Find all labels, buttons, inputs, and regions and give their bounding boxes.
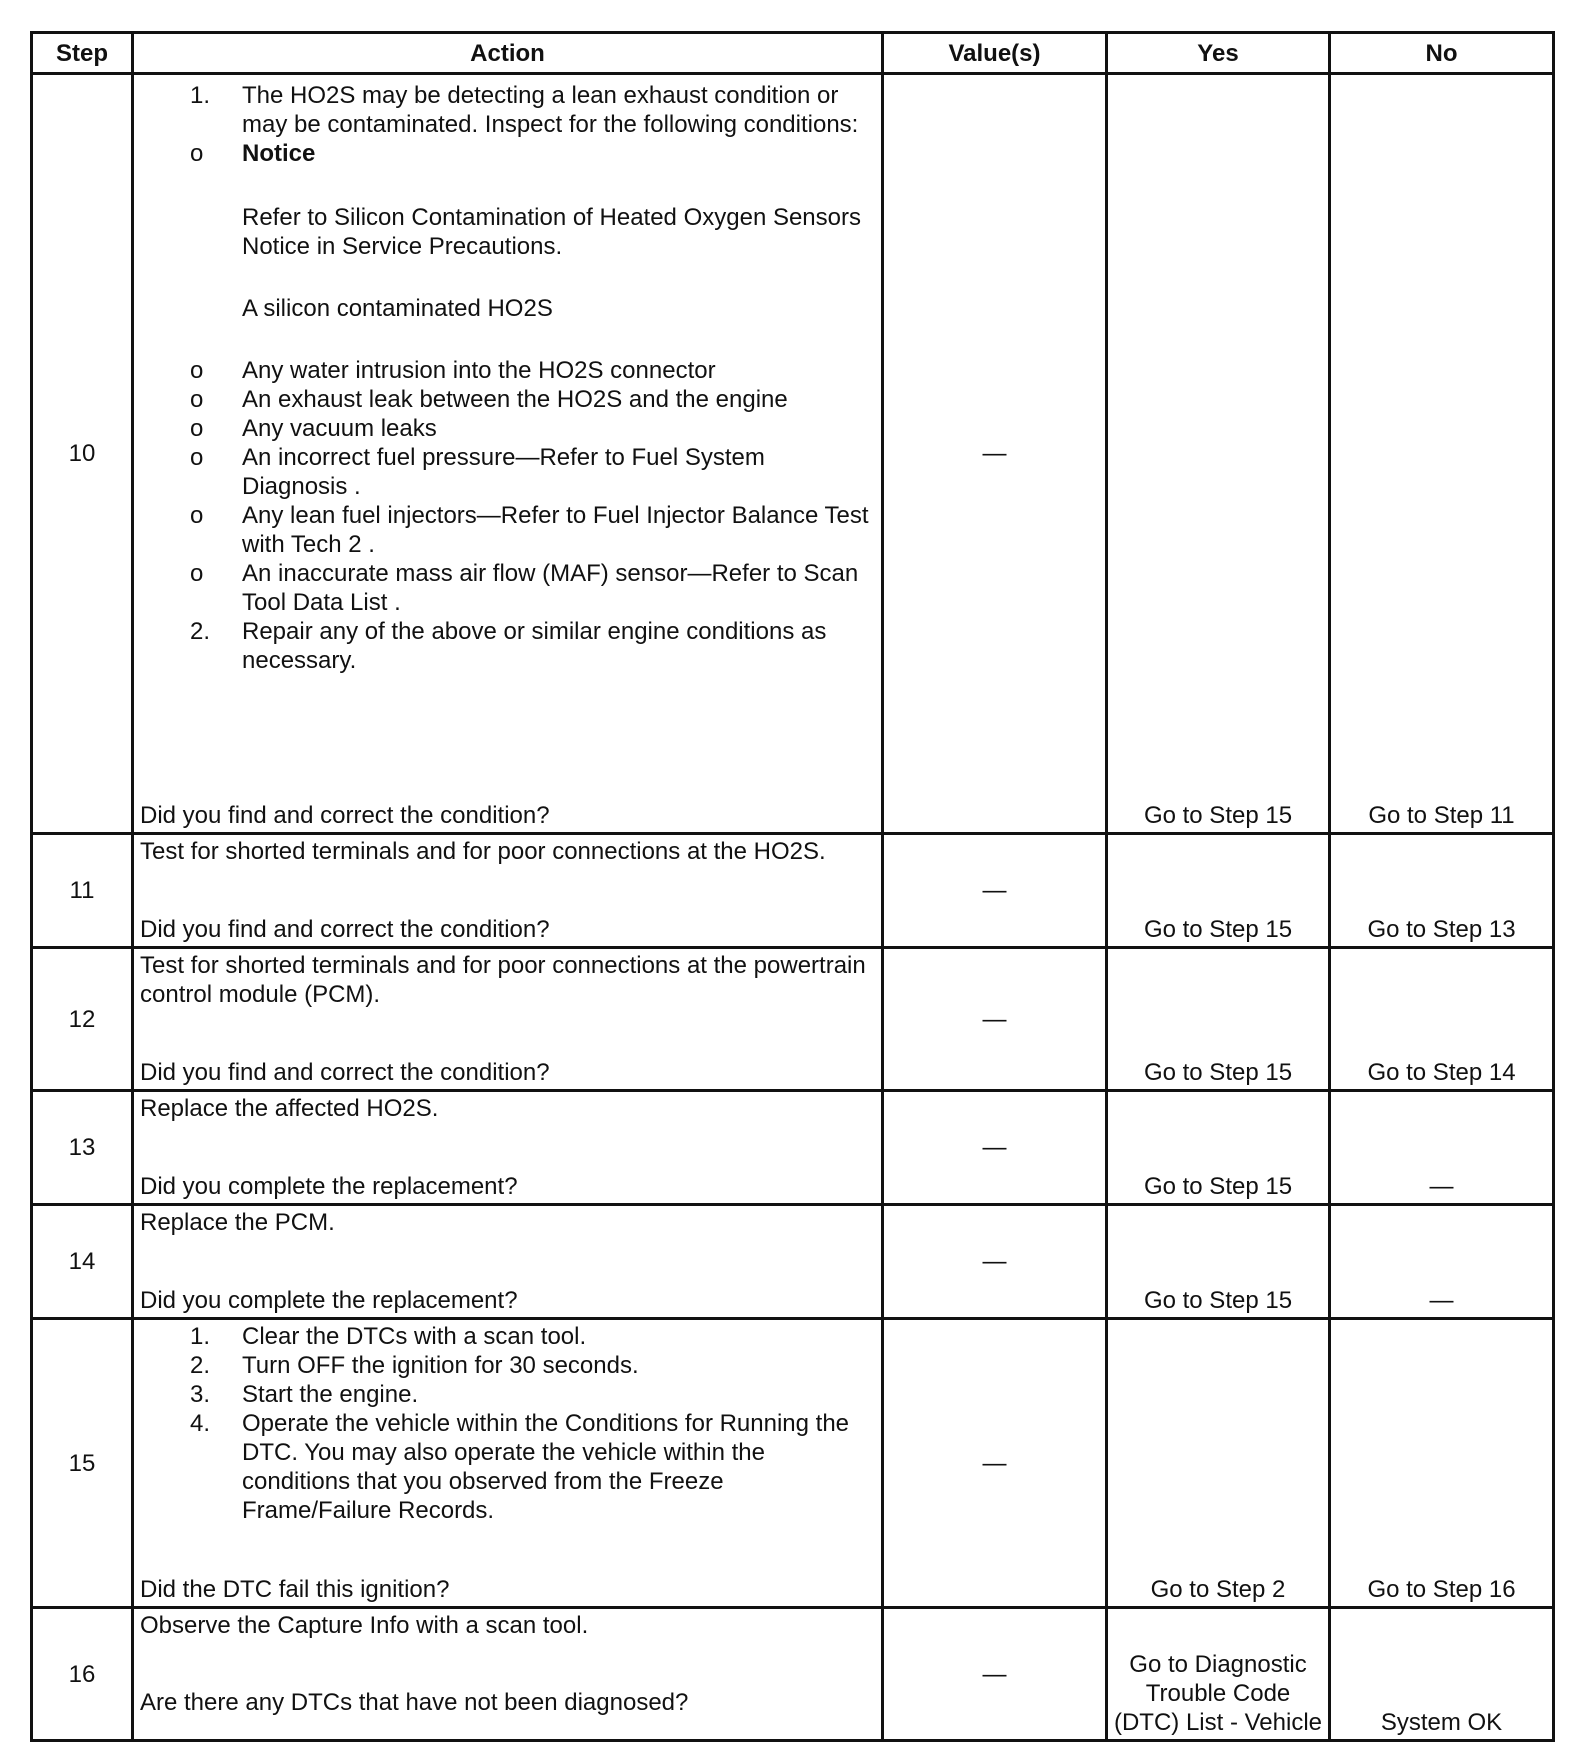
action-cell <box>133 834 883 948</box>
table-row-step-16 <box>32 1608 1554 1741</box>
yes-cell: Go to Step 15 <box>1107 1205 1330 1319</box>
action-cell <box>133 948 883 1091</box>
question-text: Did you find and correct the condition? <box>140 1059 550 1086</box>
no-cell: Go to Step 11 <box>1330 74 1554 834</box>
no-cell: — <box>1330 1091 1554 1205</box>
action-cell <box>133 1205 883 1319</box>
step-number: 13 <box>32 1091 133 1205</box>
action-cell <box>133 74 883 834</box>
value-cell: — <box>883 1091 1107 1205</box>
no-cell: Go to Step 16 <box>1330 1319 1554 1608</box>
yes-cell: Go to Step 15 <box>1107 834 1330 948</box>
diagnostic-page <box>30 31 1555 1742</box>
value-cell: — <box>883 74 1107 834</box>
list-item: o An inaccurate mass air flow (MAF) sensor—Refer to Scan Tool Data List . <box>190 560 859 616</box>
list-item: 2. Turn OFF the ignition for 30 seconds. <box>190 1352 639 1379</box>
list-item: o An incorrect fuel pressure—Refer to Fuel System Diagnosis . <box>190 444 765 500</box>
header-values: Value(s) <box>883 33 1107 74</box>
yes-cell: Go to Step 15 <box>1107 948 1330 1091</box>
no-cell: — <box>1330 1205 1554 1319</box>
header-row <box>32 33 1554 74</box>
action-text: Replace the affected HO2S. <box>140 1095 439 1122</box>
list-item: o Any lean fuel injectors—Refer to Fuel Injector Balance Test with Tech 2 . <box>190 502 869 558</box>
question-text: Did you complete the replacement? <box>140 1173 518 1200</box>
yes-cell: Go to Step 15 <box>1107 1091 1330 1205</box>
header-yes: Yes <box>1107 33 1330 74</box>
question-text: Did the DTC fail this ignition? <box>140 1576 450 1603</box>
list-item: 4. Operate the vehicle within the Conditions for Running the DTC. You may also operate the vehicle within the conditions that you observed from the Freeze Frame/Failure Records. <box>190 1410 850 1524</box>
list-item: o Any vacuum leaks <box>190 415 437 442</box>
notice-reference: Refer to Silicon Contamination of Heated Oxygen Sensors Notice in Service Precautions. <box>242 204 861 260</box>
header-step: Step <box>32 33 133 74</box>
yes-cell: Go to Step 15 <box>1107 74 1330 834</box>
action-text: Replace the PCM. <box>140 1209 335 1236</box>
no-cell: Go to Step 13 <box>1330 834 1554 948</box>
notice-title: Notice <box>242 140 316 167</box>
step-number: 10 <box>32 74 133 834</box>
question-text: Are there any DTCs that have not been diagnosed? <box>140 1689 689 1716</box>
list-item: 1. Clear the DTCs with a scan tool. <box>190 1323 587 1350</box>
action-text: Test for shorted terminals and for poor connections at the powertrain control module (PCM). <box>140 952 866 1008</box>
question-text: Did you find and correct the condition? <box>140 802 550 829</box>
action-cell <box>133 1608 883 1741</box>
yes-cell: Go to Step 2 <box>1107 1319 1330 1608</box>
header-no: No <box>1330 33 1554 74</box>
action-cell <box>133 1319 883 1608</box>
action-text: Observe the Capture Info with a scan tool. <box>140 1612 589 1639</box>
diagnostic-table <box>30 31 1555 1742</box>
no-cell: System OK <box>1330 1608 1554 1741</box>
action-cell <box>133 1091 883 1205</box>
step-number: 15 <box>32 1319 133 1608</box>
question-text: Did you complete the replacement? <box>140 1287 518 1314</box>
yes-cell: Go to Diagnostic Trouble Code (DTC) List - Vehicle <box>1107 1608 1330 1741</box>
value-cell: — <box>883 1205 1107 1319</box>
step-number: 16 <box>32 1608 133 1741</box>
table-row-step-10 <box>32 74 1554 834</box>
value-cell: — <box>883 834 1107 948</box>
header-action: Action <box>133 33 883 74</box>
list-item: o Notice <box>190 140 316 167</box>
list-item: 1. The HO2S may be detecting a lean exhaust condition or may be contaminated. Inspect for the following conditions: o Notice Refer to Silicon Contamination of Heated Oxygen Sensors Notice in Service Precautions. A silicon contaminated HO2S o Any water intrusion into the HO2S connector o An exhaust leak between the HO2S and the engine o Any vacuum leaks o An incorrect fuel pressure—Refer to Fuel System Diagnosis . o Any lean fuel injectors—Refer to Fuel Injector Balance Test with Tech 2 . o An inaccurate mass air flow (MAF) sensor—Refer to Scan Tool Data List . <box>140 81 873 617</box>
table-row-step-14 <box>32 1205 1554 1319</box>
table-row-step-15 <box>32 1319 1554 1608</box>
value-cell: — <box>883 1319 1107 1608</box>
step-number: 12 <box>32 948 133 1091</box>
list-item: o Any water intrusion into the HO2S connector <box>190 357 716 384</box>
no-cell: Go to Step 14 <box>1330 948 1554 1091</box>
table-row-step-11 <box>32 834 1554 948</box>
list-item: 2. Repair any of the above or similar engine conditions as necessary. <box>190 618 827 674</box>
list-item: 3. Start the engine. <box>190 1381 419 1408</box>
list-item: o An exhaust leak between the HO2S and the engine <box>190 386 788 413</box>
table-row-step-13 <box>32 1091 1554 1205</box>
value-cell: — <box>883 948 1107 1091</box>
value-cell: — <box>883 1608 1107 1741</box>
notice-text: A silicon contaminated HO2S <box>242 295 553 322</box>
step-number: 11 <box>32 834 133 948</box>
action-text: Test for shorted terminals and for poor connections at the HO2S. <box>140 838 826 865</box>
question-text: Did you find and correct the condition? <box>140 916 550 943</box>
step-number: 14 <box>32 1205 133 1319</box>
table-row-step-12 <box>32 948 1554 1091</box>
